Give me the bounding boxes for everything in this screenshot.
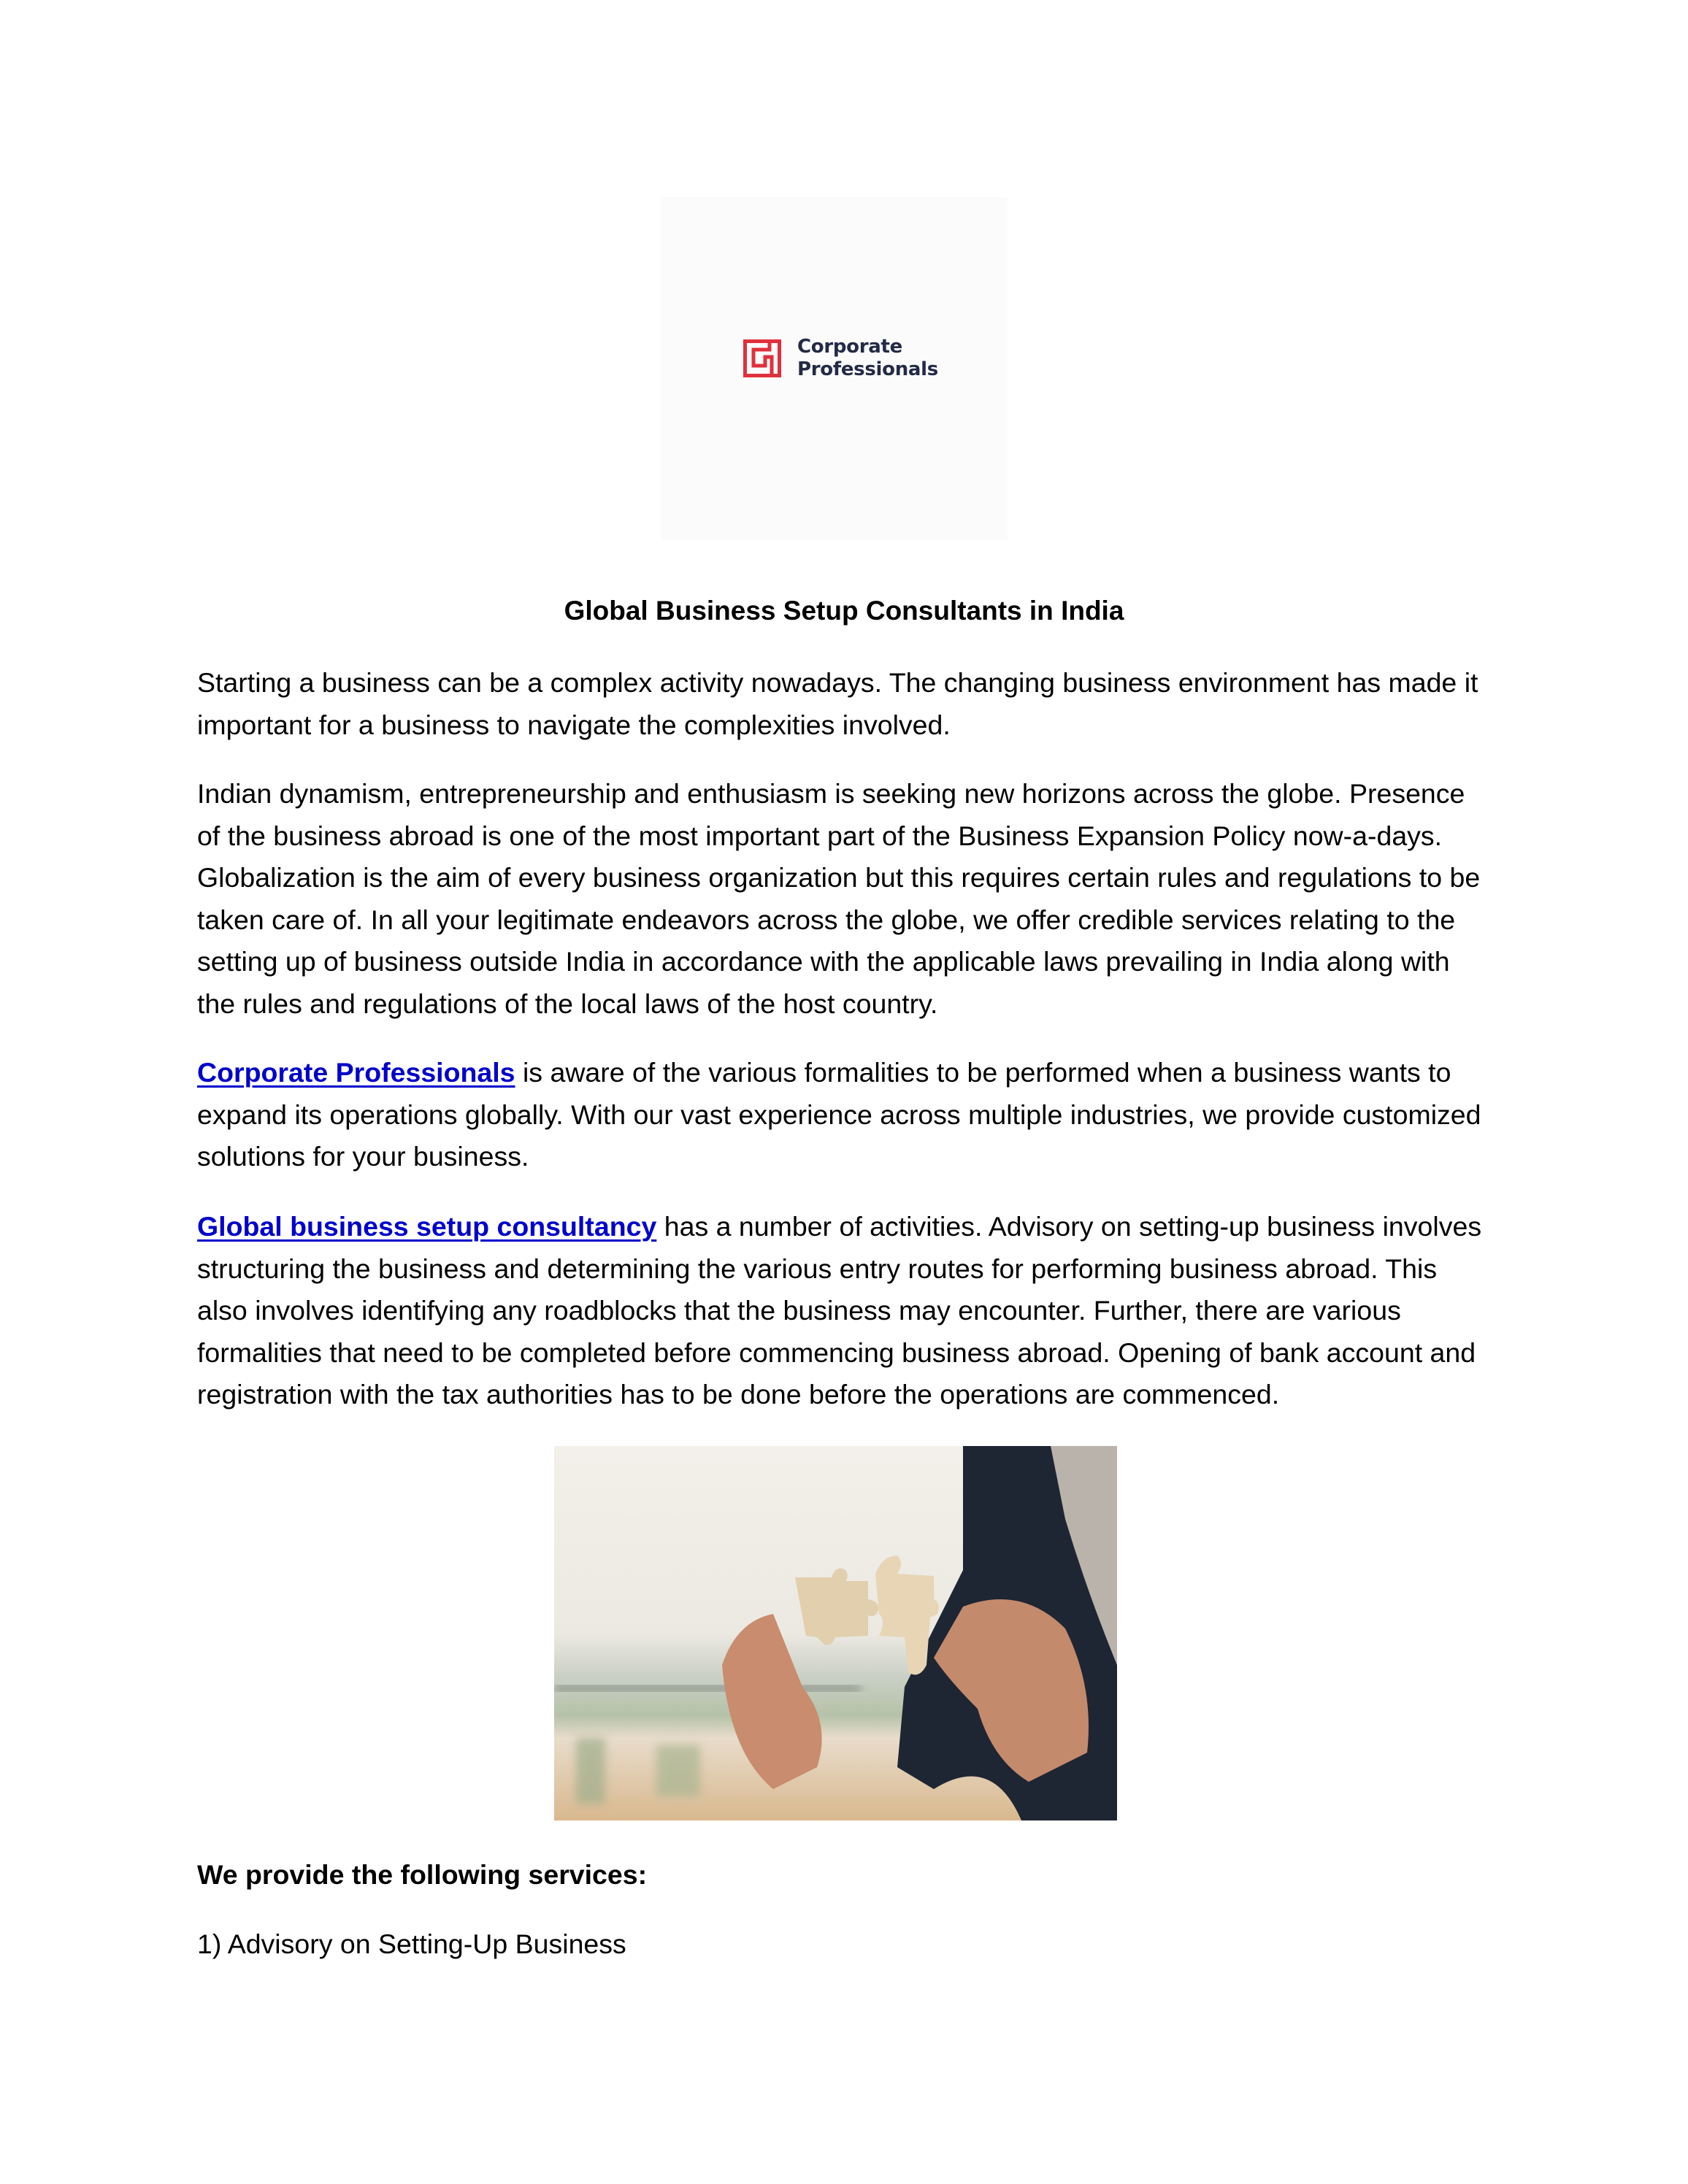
- global-business-setup-consultancy-link[interactable]: Global business setup consultancy: [197, 1211, 657, 1242]
- services-list: [197, 1923, 1482, 1966]
- puzzle-pieces-image-icon: [554, 1446, 1117, 1820]
- paragraph-intro: [197, 662, 1482, 746]
- puzzle-hands-photo: [554, 1446, 1117, 1820]
- paragraph-corporate-professionals: [197, 1052, 1482, 1178]
- paragraph-globalization: [197, 773, 1482, 1025]
- services-heading: We provide the following services:: [197, 1859, 648, 1890]
- paragraph-setup-consultancy: [197, 1206, 1482, 1416]
- page-title: Global Business Setup Consultants in India: [564, 596, 1124, 626]
- logo-text-line1: Corporate: [797, 336, 902, 358]
- company-logo-image: [661, 197, 1008, 540]
- corporate-professionals-link[interactable]: Corporate Professionals: [197, 1057, 515, 1088]
- paragraph-text: has a number of activities. Advisory on setting-up business involves structuring the business and determining the various entry routes for performing business abroad. This also involves identifying any roadblocks that the business may encounter. Further, there are various formalities that need to be completed before commencing business abroad. Opening of bank account and registration with the tax authorities has to be done before the operations are commenced.: [197, 1211, 1482, 1410]
- corporate-professionals-logo-icon: [743, 339, 781, 377]
- paragraph-text: is aware of the various formalities to be performed when a business wants to expand its operations globally. With our vast experience across multiple industries, we provide customized solutions for your business.: [197, 1057, 1481, 1172]
- paragraph-text: Indian dynamism, entrepreneurship and enthusiasm is seeking new horizons across the globe. Presence of the business abroad is one of the most important part of the Business Expansion Policy now-a-days. Globalization is the aim of every business organization but this requires certain rules and regulations to be taken care of. In all your legitimate endeavors across the globe, we offer credible services relating to the setting up of business outside India in accordance with the applicable laws prevailing in India along with the rules and regulations of the local laws of the host country.: [197, 778, 1481, 1019]
- paragraph-text: Starting a business can be a complex activity nowadays. The changing business environment has made it important for a business to navigate the complexities involved.: [197, 667, 1478, 740]
- logo-text-line2: Professionals: [797, 358, 938, 380]
- service-item: 1) Advisory on Setting-Up Business: [197, 1929, 626, 1959]
